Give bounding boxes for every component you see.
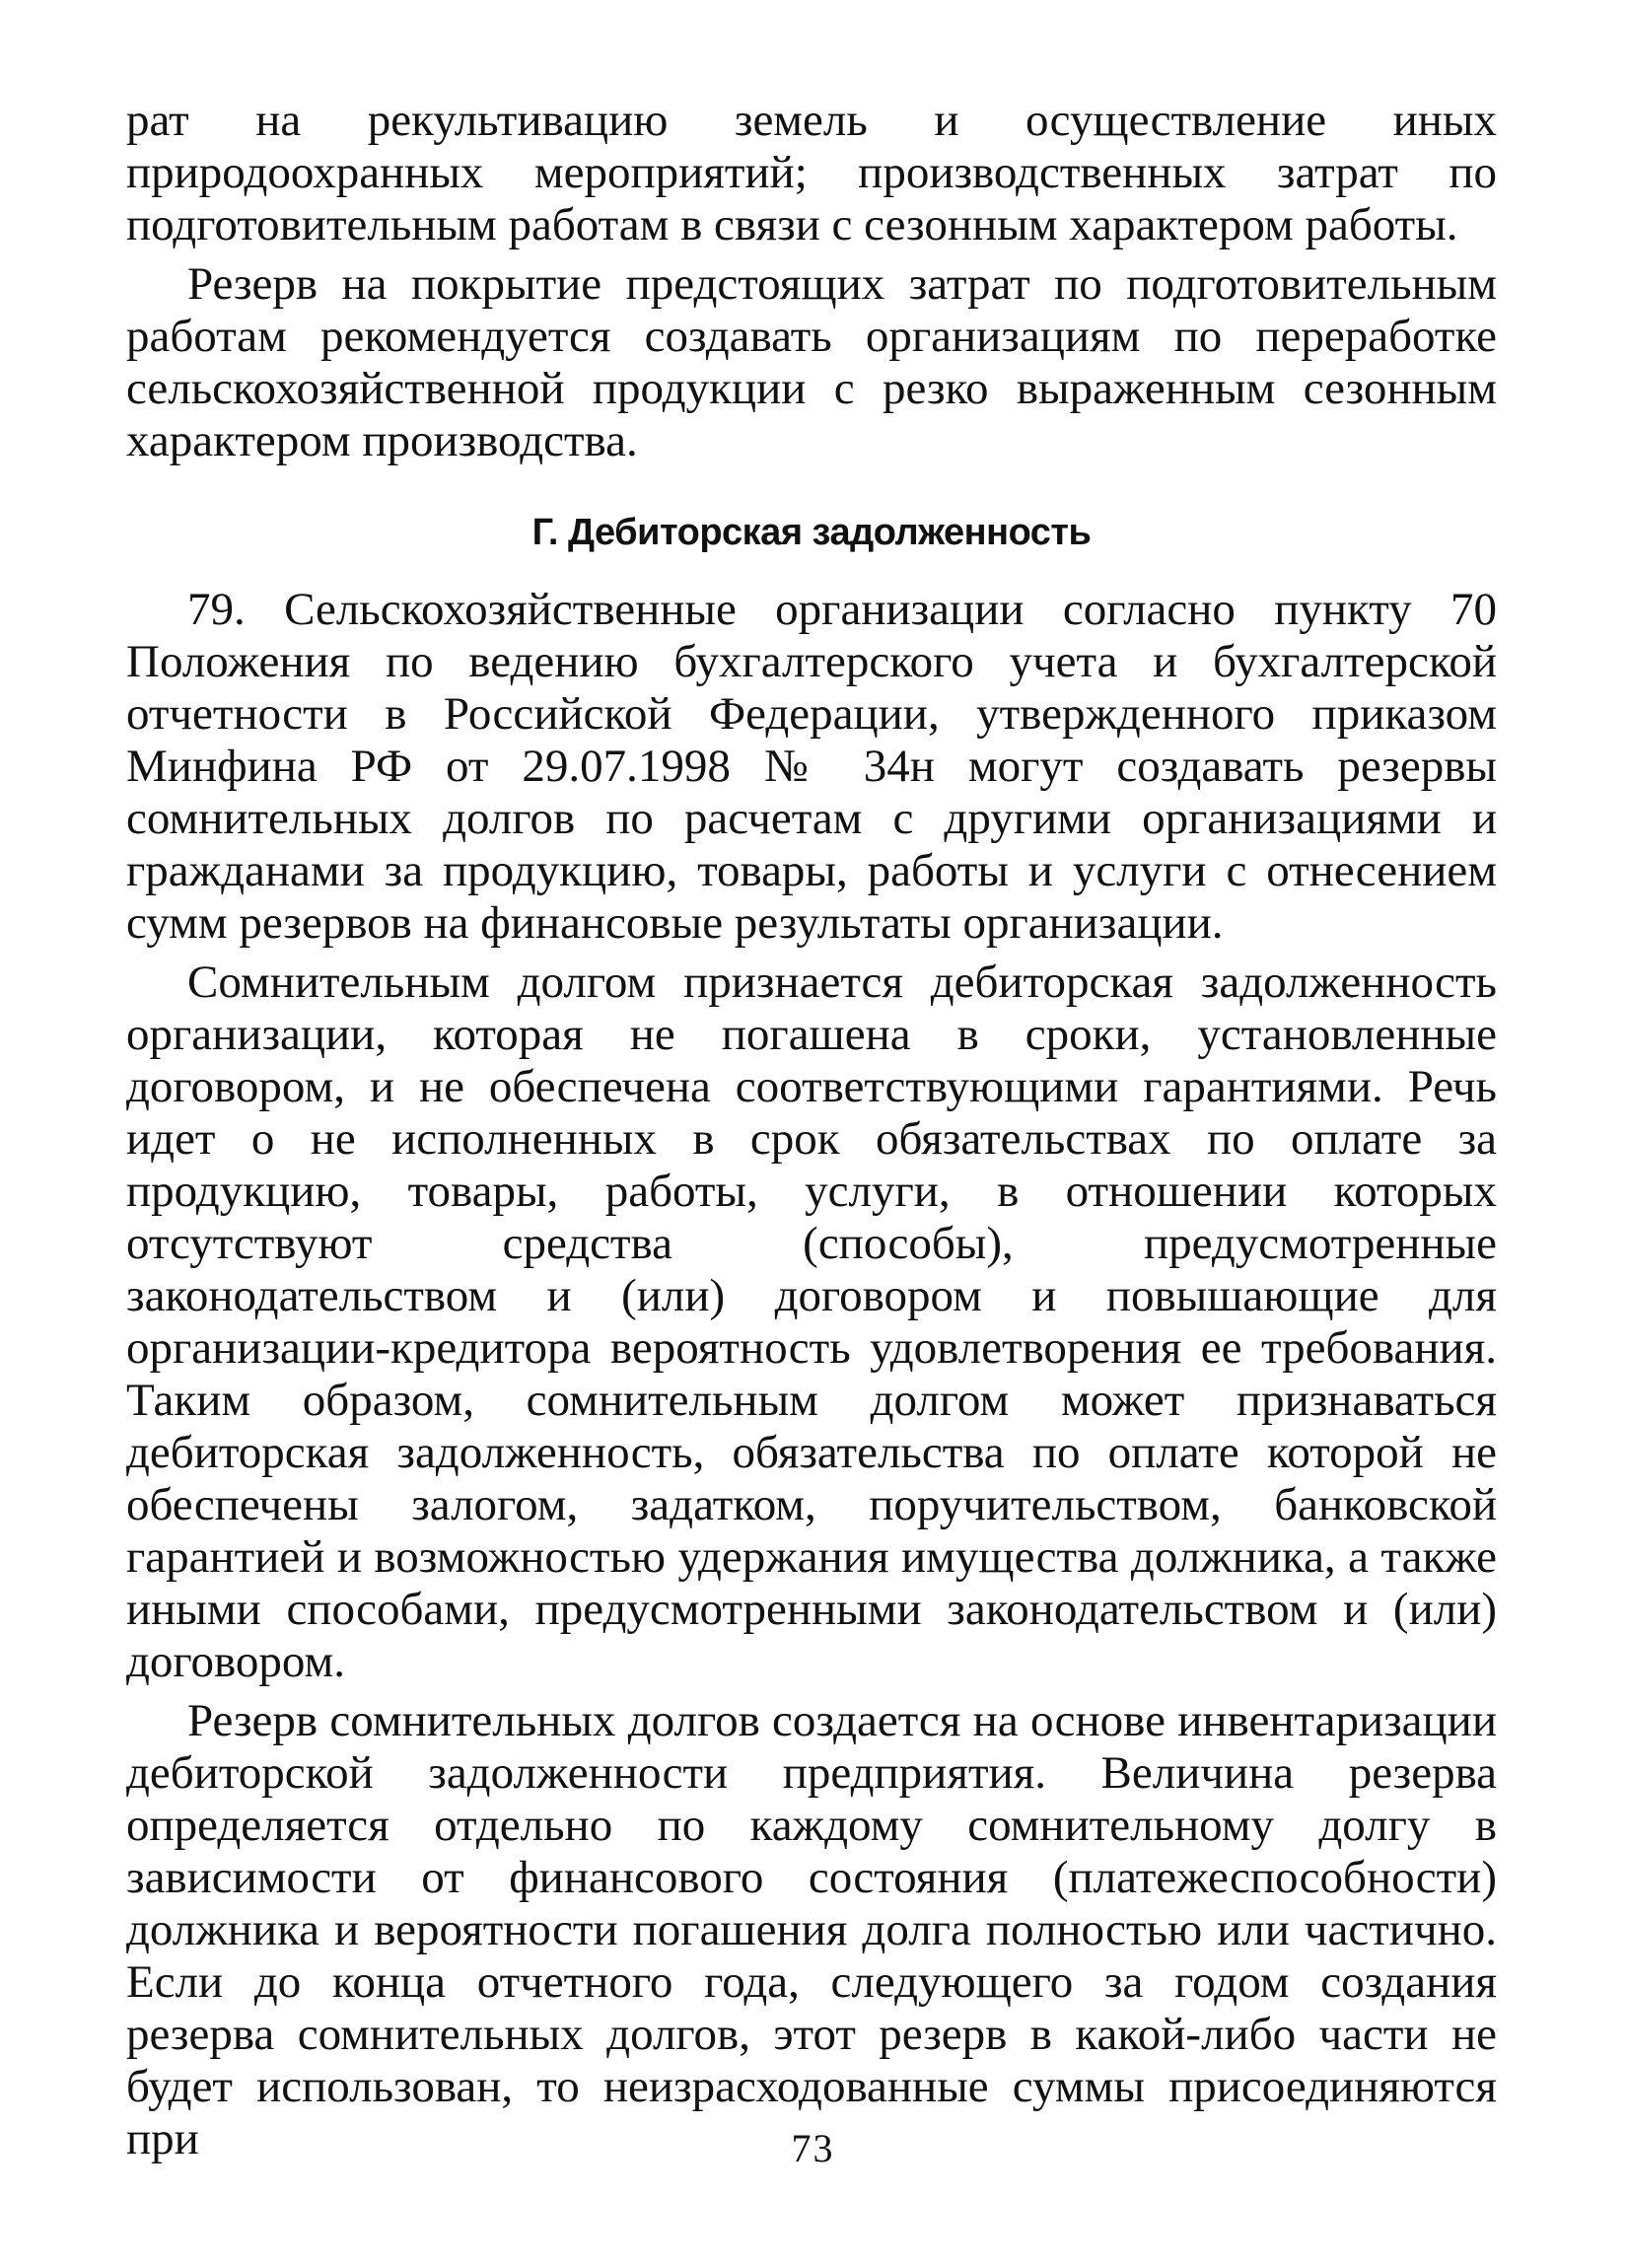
body-paragraph: Сомнительным долгом признается дебиторская задолженность организации, которая не погашена в сроки, установленные договором, и не обеспечена соответствующими гарантиями. Речь идет о не исполненных в срок обязательствах по оплате за продукцию, товары, работы, услуги, в отношении которых отсутствуют средства (способы), предусмотренные законодательством и (или) договором и повышающие для организации-кредитора вероятность удовлетворения ее требования. Таким образом, сомнительным долгом может признаваться дебиторская задолженность, обязательства по оплате которой не обеспечены залогом, задатком, поручительством, банковской гарантией и возможностью удержания имущества должника, а также иными способами, предусмотренными законодательством и (или) договором. <box>126 957 1497 1687</box>
body-paragraph: Резерв сомнительных долгов создается на основе инвентаризации дебиторской задолженности предприятия. Величина резерва определяется отдельно по каждому сомнительному долгу в зависимости от финансового состояния (платежеспособности) должника и вероятности погашения долга полностью или частично. Если до конца отчетного года, следующего за годом создания резерва сомнительных долгов, этот резерв в какой-либо части не будет использован, то неизрасходованные суммы присоединяются при <box>126 1695 1497 2164</box>
body-paragraph: Резерв на покрытие предстоящих затрат по подготовительным работам рекомендуется создавать организациям по переработке сельскохозяйственной продукции с резко выраженным сезонным характером производства. <box>126 258 1497 466</box>
body-paragraph: 79. Сельскохозяйственные организации согласно пункту 70 Положения по ведению бухгалтерского учета и бухгалтерской отчетности в Российской Федерации, утвержденного приказом Минфина РФ от 29.07.1998 № 34н могут создавать резервы сомнительных долгов по расчетам с другими организациями и гражданами за продукцию, товары, работы и услуги с отнесением сумм резервов на финансовые результаты организации. <box>126 584 1497 949</box>
document-page <box>126 95 1497 2165</box>
page-number: 73 <box>791 2126 835 2170</box>
section-heading: Г. Дебиторская задолженность <box>531 512 1092 553</box>
body-paragraph-continued: рат на рекультивацию земель и осуществление иных природоохранных мероприятий; производственных затрат по подготовительным работам в связи с сезонным характером работы. <box>126 95 1497 250</box>
